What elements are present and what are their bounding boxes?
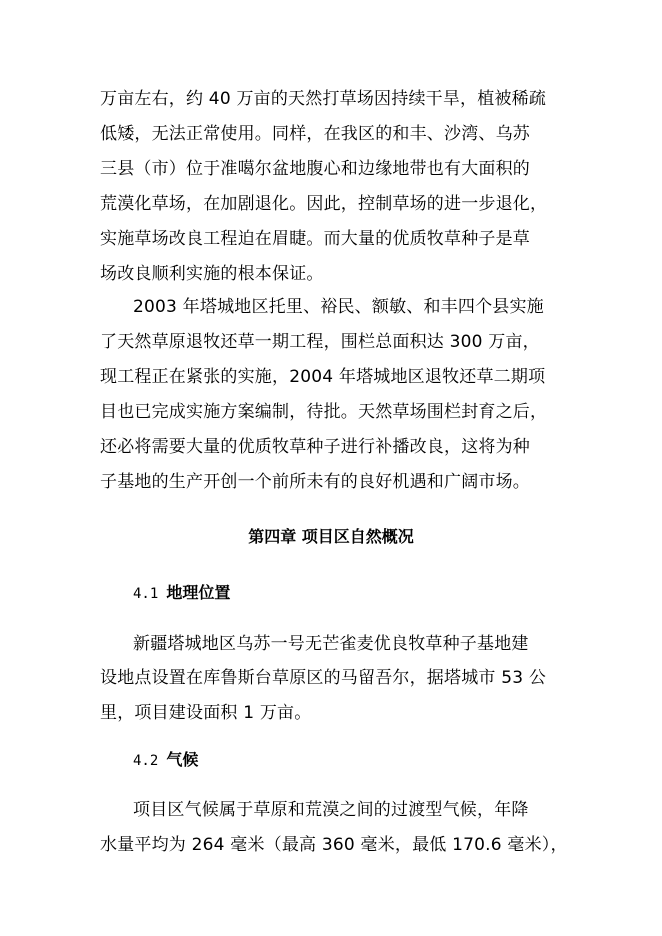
paragraph-line: 设地点设置在库鲁斯台草原区的马留吾尔，据塔城市 53 公	[100, 668, 547, 688]
paragraph-line: 现工程正在紧张的实施，2004 年塔城地区退牧还草二期项	[100, 367, 546, 387]
paragraph-line: 实施草场改良工程迫在眉睫。而大量的优质牧草种子是草	[100, 229, 530, 249]
paragraph-line: 新疆塔城地区乌苏一号无芒雀麦优良牧草种子基地建	[133, 634, 529, 654]
section-number: 4.1	[133, 586, 159, 602]
section-heading-geography	[133, 583, 230, 604]
paragraph-line: 目也已完成实施方案编制，待批。天然草场围栏封育之后，	[100, 402, 548, 422]
section-heading-climate	[133, 750, 198, 771]
section-title: 气候	[166, 750, 199, 769]
section-number: 4.2	[133, 753, 159, 769]
paragraph-line: 项目区气候属于草原和荒漠之间的过渡型气候，年降	[133, 800, 529, 820]
paragraph-line: 低矮，无法正常使用。同样，在我区的和丰、沙湾、乌苏	[100, 124, 530, 144]
paragraph-line: 三县（市）位于准噶尔盆地腹心和边缘地带也有大面积的	[100, 159, 530, 179]
paragraph-line: 还必将需要大量的优质牧草种子进行补播改良，这将为种	[100, 437, 530, 457]
paragraph-line: 子基地的生产开创一个前所未有的良好机遇和广阔市场。	[100, 472, 530, 492]
paragraph-line: 了天然草原退牧还草一期工程，围栏总面积达 300 万亩，	[100, 332, 540, 352]
paragraph-line: 场改良顺利实施的根本保证。	[100, 264, 324, 284]
paragraph-line: 里，项目建设面积 1 万亩。	[100, 703, 312, 723]
paragraph-line: 荒漠化草场，在加剧退化。因此，控制草场的进一步退化，	[100, 194, 548, 214]
paragraph-line: 万亩左右，约 40 万亩的天然打草场因持续干旱，植被稀疏	[100, 89, 547, 109]
paragraph-line: 2003 年塔城地区托里、裕民、额敏、和丰四个县实施	[133, 297, 544, 317]
paragraph-line: 水量平均为 264 毫米（最高 360 毫米，最低 170.6 毫米），	[100, 835, 568, 855]
section-title: 地理位置	[166, 583, 231, 602]
chapter-heading: 第四章 项目区自然概况	[248, 527, 414, 546]
